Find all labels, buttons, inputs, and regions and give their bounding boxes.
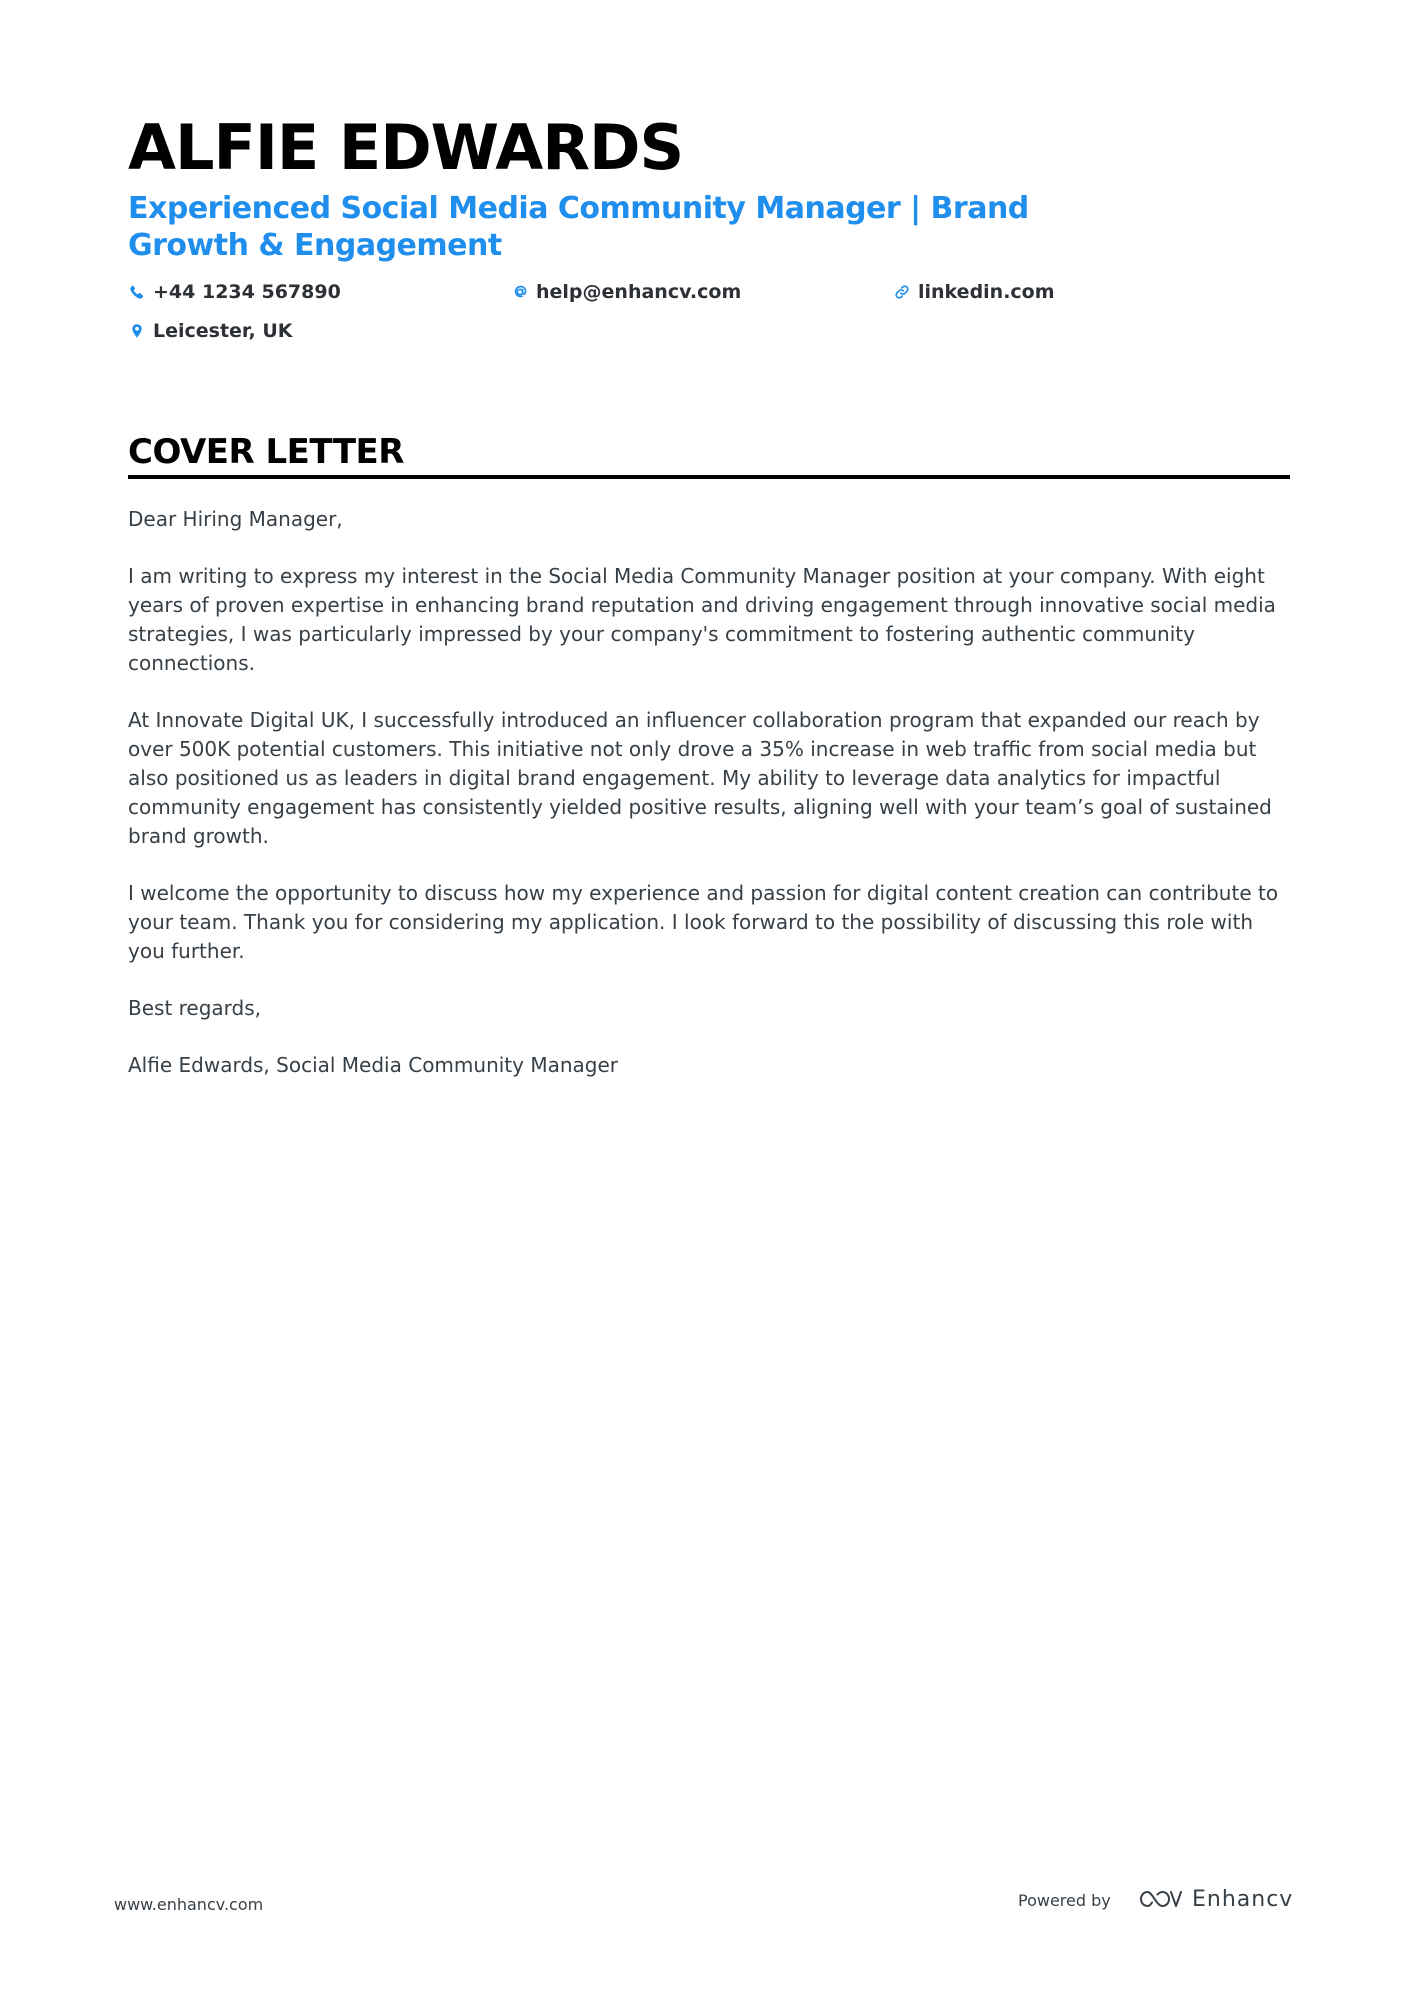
contact-email[interactable]: [511, 281, 741, 303]
phone-text: +44 1234 567890: [153, 281, 341, 303]
contact-location: [128, 320, 293, 342]
letter-salutation: Dear Hiring Manager,: [128, 507, 343, 531]
brand-logo[interactable]: [1138, 1886, 1293, 1912]
contact-phone[interactable]: [128, 281, 341, 303]
letter-paragraph: I am writing to express my interest in the Social Media Community Manager position at your company. With eight years of proven expertise in enhancing brand reputation and driving engagement through innovative social media strategies, I was particularly impressed by your company's commitment to fostering authentic community connections.: [128, 564, 1276, 675]
location-text: Leicester, UK: [153, 320, 293, 342]
letter-paragraph: I welcome the opportunity to discuss how my experience and passion for digital content creation can contribute to your team. Thank you for considering my application. I look forward to the possibility of discussing this role with you further.: [128, 881, 1279, 963]
letter-paragraph: At Innovate Digital UK, I successfully introduced an influencer collaboration program that expanded our reach by over 500K potential customers. This initiative not only drove a 35% increase in web traffic from social media but also positioned us as leaders in digital brand engagement. My ability to leverage data analytics for impactful community engagement has consistently yielded positive results, aligning well with your team’s goal of sustained brand growth.: [128, 708, 1272, 848]
letter-signature: Alfie Edwards, Social Media Community Manager: [128, 1053, 618, 1077]
map-pin-icon: [128, 322, 146, 340]
powered-by-label: Powered by: [1018, 1891, 1111, 1910]
email-text: help@enhancv.com: [536, 281, 742, 303]
at-icon: [511, 283, 529, 301]
candidate-name: ALFIE EDWARDS: [128, 111, 684, 184]
section-title: COVER LETTER: [128, 432, 404, 472]
contact-link[interactable]: [893, 281, 1055, 303]
link-icon: [893, 283, 911, 301]
letter-closing: Best regards,: [128, 996, 262, 1020]
footer-url[interactable]: www.enhancv.com: [114, 1895, 264, 1914]
infinity-logo-icon: [1138, 1886, 1184, 1912]
letter-body: [128, 505, 1290, 1108]
link-text: linkedin.com: [918, 281, 1055, 303]
section-divider: [128, 475, 1290, 479]
brand-name: Enhancv: [1192, 1886, 1294, 1912]
candidate-headline: Experienced Social Media Community Manager | Brand Growth & Engagement: [128, 191, 1029, 263]
phone-icon: [128, 283, 146, 301]
